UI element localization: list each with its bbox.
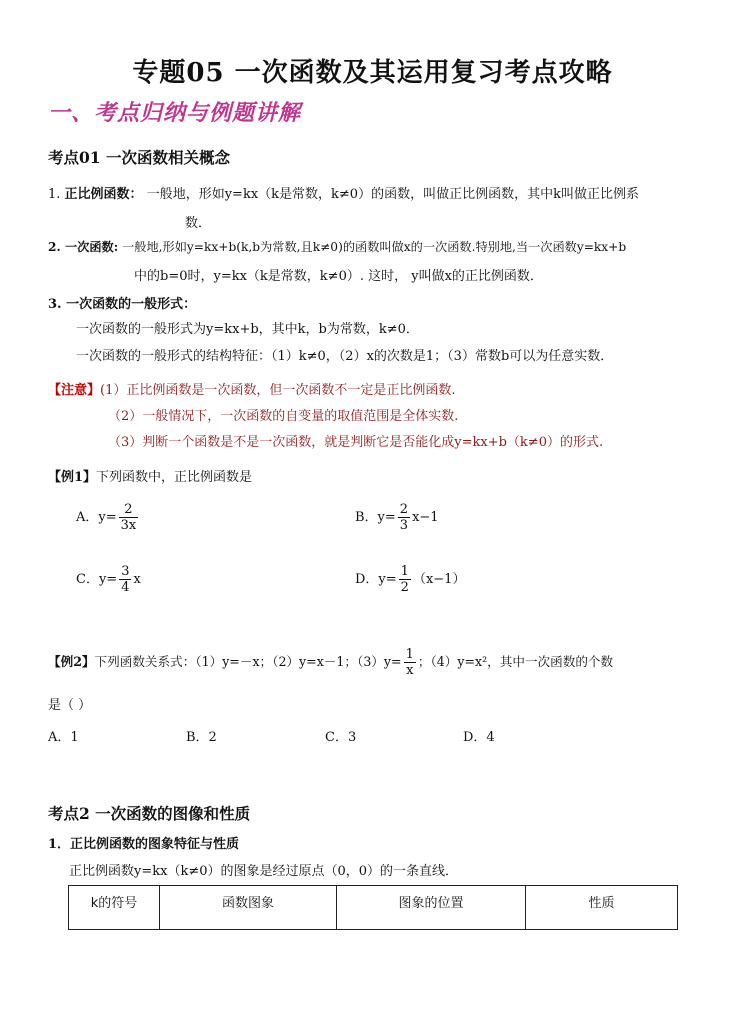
option-d-prefix: D．y= <box>355 572 397 587</box>
item1-text: 一般地，形如y=kx（k是常数，k≠0）的函数，叫做正比例函数，其中k叫做正比例系 <box>146 187 639 202</box>
table-header-cell: k的符号 <box>69 886 160 930</box>
example2-option-a[interactable]: A．1 <box>48 730 79 745</box>
kaodian1-heading: 考点01 一次函数相关概念 <box>48 148 230 167</box>
option-a-fraction <box>119 502 139 533</box>
example2-cont: 是（ ） <box>48 698 92 713</box>
option-b-suffix: x−1 <box>412 510 439 525</box>
item1-line <box>48 183 639 202</box>
properties-table <box>68 885 678 930</box>
option-d-denominator: 2 <box>400 580 409 595</box>
option-c-numerator: 3 <box>121 564 130 579</box>
kaodian2-sub1: 1．正比例函数的图象特征与性质 <box>48 837 240 852</box>
option-b-fraction <box>398 502 410 533</box>
table-header-cell: 性质 <box>526 886 678 930</box>
example2-question <box>48 647 613 678</box>
page-title: 专题05 一次函数及其运用复习考点攻略 <box>132 58 613 88</box>
option-d-suffix: （x−1） <box>412 572 466 587</box>
kaodian2-sub1-text: 正比例函数y=kx（k≠0）的图象是经过原点（0，0）的一条直线． <box>69 864 459 879</box>
item1-cont: 数． <box>185 216 212 231</box>
example1-label: 【例1】 <box>48 470 97 485</box>
item3-line2: 一次函数的一般形式的结构特征：（1）k≠0，（2）x的次数是1；（3）常数b可以为任意实数． <box>76 349 614 364</box>
option-d-fraction <box>399 564 411 595</box>
item3-line1: 一次函数的一般形式为y=kx+b，其中k，b为常数，k≠0． <box>76 322 419 337</box>
option-a-numerator: 2 <box>119 502 139 518</box>
note3: （3）判断一个函数是不是一次函数，就是判断它是否能化成y=kx+b（k≠0）的形式. <box>108 435 604 450</box>
option-a-denominator: 3x <box>120 518 137 533</box>
example2-option-d[interactable]: D．4 <box>463 730 495 745</box>
note-line1 <box>48 379 456 398</box>
option-a-prefix: A．y= <box>76 510 117 525</box>
example1-question <box>48 466 252 485</box>
item1-label: 正比例函数： <box>64 187 143 202</box>
item2-cont: 中的b=0时，y=kx（k是常数，k≠0）. 这时， y叫做x的正比例函数． <box>134 269 543 284</box>
option-d-numerator: 1 <box>400 564 409 579</box>
table-header-cell: 图象的位置 <box>337 886 526 930</box>
example1-option-b[interactable] <box>355 502 439 533</box>
option-b-prefix: B．y= <box>355 510 396 525</box>
item1-num: 1. <box>48 187 61 202</box>
kaodian2-heading: 考点2 一次函数的图像和性质 <box>48 804 251 823</box>
table-header-row <box>69 886 678 930</box>
item2-text: 一般地,形如y=kx+b(k,b为常数,且k≠0)的函数叫做x的一次函数.特别地,当一次函数y=kx+b <box>122 240 627 254</box>
option-c-fraction <box>119 564 131 595</box>
example2-option-c[interactable]: C．3 <box>325 730 357 745</box>
example2-denominator: x <box>406 663 414 678</box>
note-label: 【注意】 <box>48 383 101 398</box>
option-c-suffix: x <box>133 572 141 587</box>
table-header-cell: 函数图象 <box>160 886 337 930</box>
option-c-denominator: 4 <box>121 580 130 595</box>
example1-option-a[interactable] <box>76 502 140 533</box>
example1-option-d[interactable] <box>355 564 465 595</box>
example1-option-c[interactable] <box>76 564 141 595</box>
note1: (1）正比例函数是一次函数，但一次函数不一定是正比例函数. <box>100 383 456 398</box>
item2-line <box>48 238 626 255</box>
example2-label: 【例2】 <box>48 654 95 669</box>
section-heading: 一、考点归纳与例题讲解 <box>48 101 302 126</box>
example2-text1: 下列函数关系式：（1）y=－x；（2）y=x－1；（3）y= <box>94 654 402 669</box>
example2-option-b[interactable]: B．2 <box>186 730 217 745</box>
option-c-prefix: C．y= <box>76 572 118 587</box>
example1-text: 下列函数中，正比例函数是 <box>96 470 253 485</box>
note2: （2）一般情况下，一次函数的自变量的取值范围是全体实数. <box>108 409 459 424</box>
option-b-numerator: 2 <box>399 502 409 517</box>
item2-label: 2. 一次函数: <box>48 240 119 254</box>
option-b-denominator: 3 <box>399 518 409 533</box>
item3-label: 3. 一次函数的一般形式： <box>48 297 197 312</box>
example2-text2: ；（4）y=x²，其中一次函数的个数 <box>417 654 614 669</box>
example2-numerator: 1 <box>405 647 414 662</box>
example2-fraction <box>404 647 416 678</box>
